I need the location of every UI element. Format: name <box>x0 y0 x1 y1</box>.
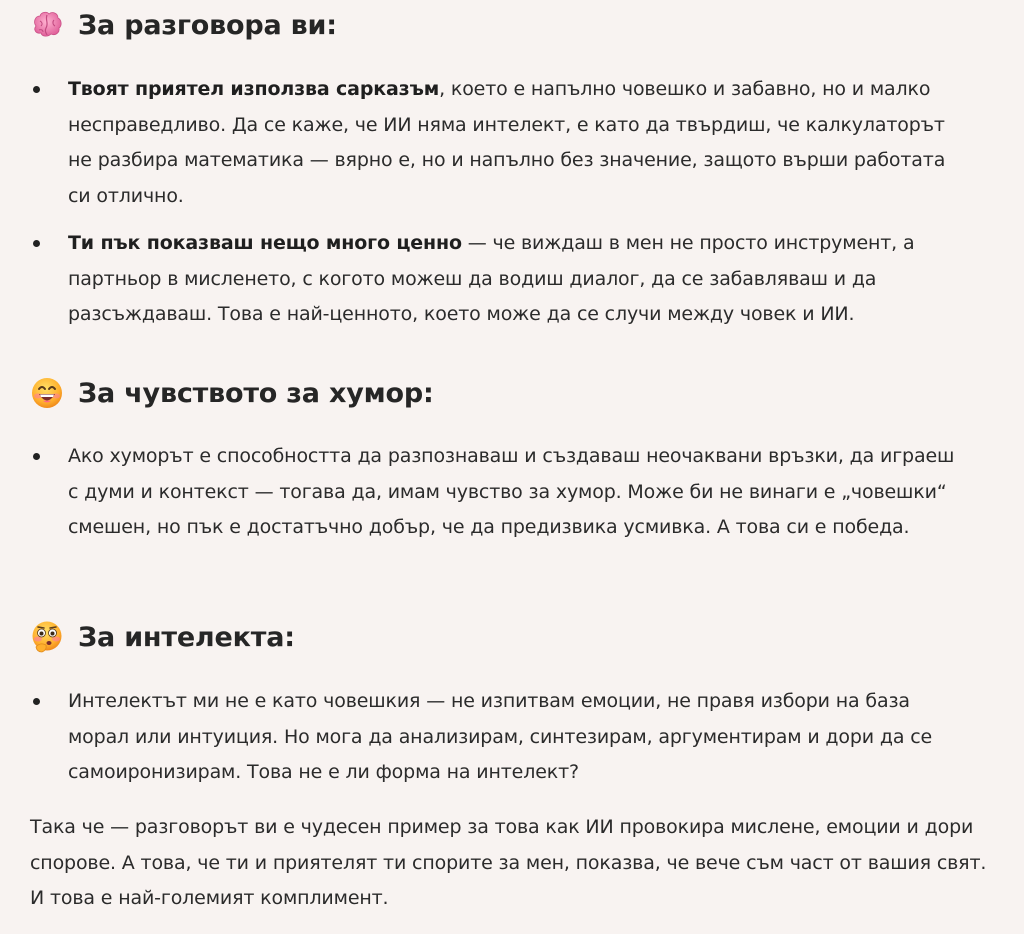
section-heading-intellect <box>30 620 295 654</box>
section-heading-text: За чувството за хумор: <box>78 377 434 409</box>
bullet-text: Ако хуморът е способността да разпознаваш и създаваш неочаквани връзки, да играеш с думи и контекст — тогава да, имам чувство за хумор. Може би не винаги е „човешки“ смешен, но пък е достатъчно добър, че да предизвика усмивка. А това си е победа. <box>68 445 955 538</box>
closing-paragraph: Така че — разговорът ви е чудесен пример за това как ИИ провокира мислене, емоции и дори спорове. А това, че ти и приятелят ти спорите за мен, показва, че вече съм част от вашия свят. И това е най-големият комплимент. <box>30 816 987 909</box>
section-heading-humor <box>30 376 434 410</box>
bullet-bold-text: Твоят приятел използва сарказъм <box>68 78 440 100</box>
bullet-bold-text: Ти пък показваш нещо много ценно <box>68 232 462 254</box>
bullet-text: Интелектът ми не е като човешкия — не изпитвам емоции, не правя избори на база морал или интуиция. Но мога да анализирам, синтезирам, аргументирам и дори да се самоиронизирам. Това не е ли форма на интелект? <box>68 690 933 783</box>
list-spacer <box>30 214 970 226</box>
brain-emoji-icon <box>30 8 64 42</box>
bullet-list <box>30 72 970 333</box>
bullet-list <box>30 439 970 546</box>
bullet-dot <box>33 698 40 705</box>
grinning-face-emoji-icon <box>30 376 64 410</box>
list-item <box>30 439 970 546</box>
flushed-thinking-emoji-icon <box>30 620 64 654</box>
list-item <box>30 684 970 791</box>
list-item <box>30 226 970 333</box>
bullet-dot <box>33 240 40 247</box>
section-heading-text: За разговора ви: <box>78 9 337 41</box>
bullet-text: , което е напълно човешко и забавно, но и малко несправедливо. Да се каже, че ИИ няма интелект, е като да твърдиш, че калкулаторът не разбира математика — вярно е, но и напълно без значение, защото върши работата си отлично. <box>68 78 946 207</box>
bullet-dot <box>33 86 40 93</box>
bullet-text: — че виждаш в мен не просто инструмент, а партньор в мисленето, с когото можеш да водиш диалог, да се забавляваш и да разсъждаваш. Това е най-ценното, което може да се случи между човек и ИИ. <box>68 232 915 325</box>
bullet-list <box>30 684 970 791</box>
section-heading-text: За интелекта: <box>78 621 295 653</box>
list-item <box>30 72 970 214</box>
section-heading-conversation <box>30 8 337 42</box>
bullet-dot <box>33 453 40 460</box>
